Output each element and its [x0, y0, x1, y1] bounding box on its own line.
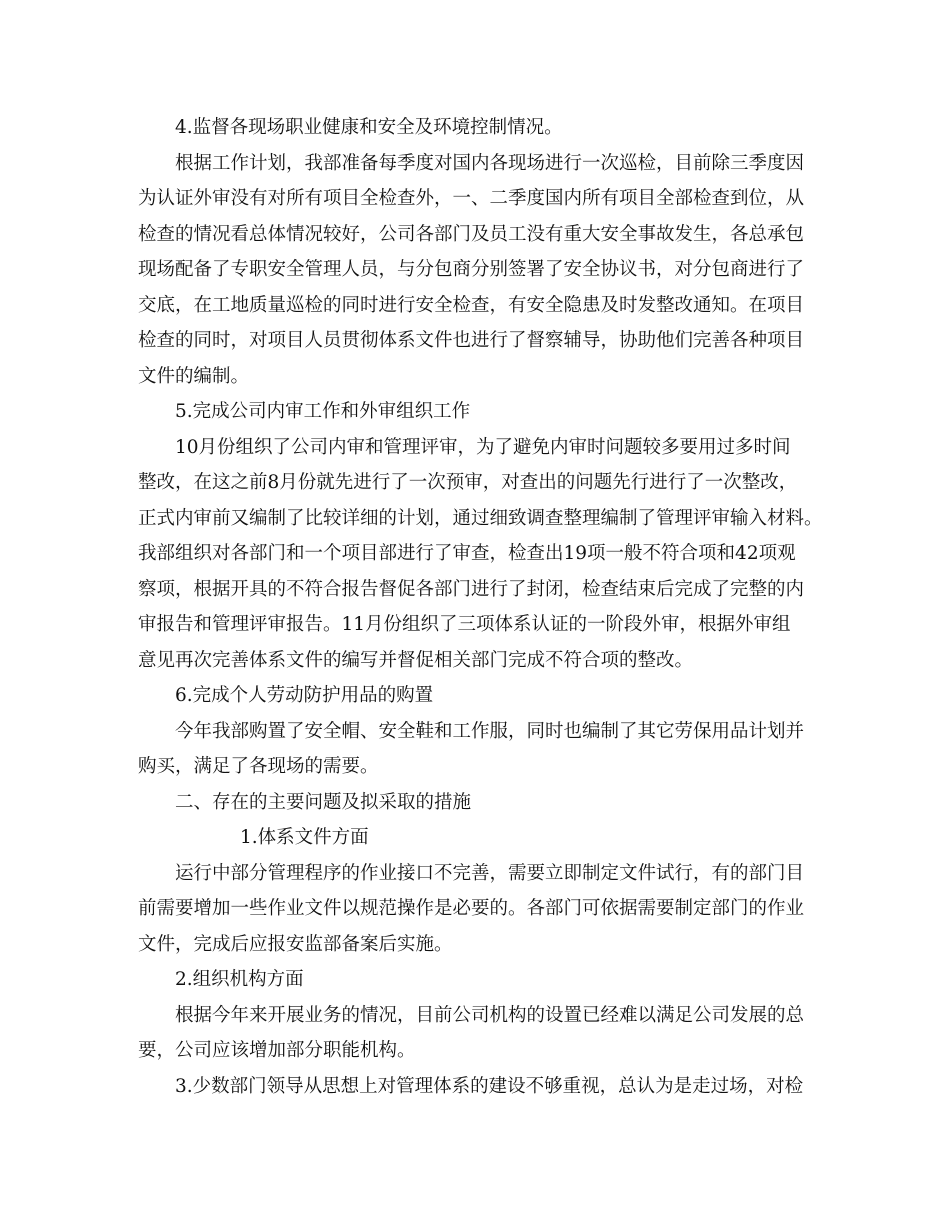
paragraph-line: 整改，在这之前8月份就先进行了一次预审，对查出的问题先行进行了一次整改，	[138, 472, 798, 493]
subheading-1: 1.体系文件方面	[240, 827, 369, 848]
paragraph-line: 文件的编制。	[138, 366, 250, 387]
paragraph-line: 要，公司应该增加部分职能机构。	[138, 1040, 416, 1061]
paragraph-line: 文件，完成后应报安监部备案后实施。	[138, 934, 453, 955]
paragraph-line: 今年我部购置了安全帽、安全鞋和工作服，同时也编制了其它劳保用品计划并	[175, 721, 805, 742]
paragraph-line: 检查的情况看总体情况较好，公司各部门及员工没有重大安全事故发生，各总承包	[138, 224, 805, 245]
paragraph-line: 购买，满足了各现场的需要。	[138, 756, 379, 777]
paragraph-line: 10月份组织了公司内审和管理评审，为了避免内审时问题较多要用过多时间	[175, 437, 791, 458]
paragraph-line: 前需要增加一些作业文件以规范操作是必要的。各部门可依据需要制定部门的作业	[138, 898, 805, 919]
heading-4: 4.监督各现场职业健康和安全及环境控制情况。	[175, 117, 563, 138]
section-heading: 二、存在的主要问题及拟采取的措施	[175, 792, 472, 813]
paragraph-line: 为认证外审没有对所有项目全检查外，一、二季度国内所有项目全部检查到位，从	[138, 188, 805, 209]
paragraph-line: 正式内审前又编制了比较详细的计划，通过细致调查整理编制了管理评审输入材料。	[138, 508, 823, 529]
paragraph-line: 审报告和管理评审报告。11月份组织了三项体系认证的一阶段外审，根据外审组	[138, 614, 791, 635]
paragraph-line: 检查的同时，对项目人员贯彻体系文件也进行了督察辅导，协助他们完善各种项目	[138, 330, 805, 351]
heading-6: 6.完成个人劳动防护用品的购置	[175, 685, 434, 706]
paragraph-line: 现场配备了专职安全管理人员，与分包商分别签署了安全协议书，对分包商进行了	[138, 259, 805, 280]
paragraph-line: 运行中部分管理程序的作业接口不完善，需要立即制定文件试行，有的部门目	[175, 863, 805, 884]
paragraph-line: 意见再次完善体系文件的编写并督促相关部门完成不符合项的整改。	[138, 650, 694, 671]
paragraph-line: 我部组织对各部门和一个项目部进行了审查，检查出19项一般不符合项和42项观	[138, 543, 796, 564]
heading-5: 5.完成公司内审工作和外审组织工作	[175, 401, 471, 422]
subheading-2: 2.组织机构方面	[175, 969, 304, 990]
paragraph-line: 根据今年来开展业务的情况，目前公司机构的设置已经难以满足公司发展的总	[175, 1005, 805, 1026]
paragraph-line: 根据工作计划，我部准备每季度对国内各现场进行一次巡检，目前除三季度因	[175, 153, 805, 174]
paragraph-line: 3.少数部门领导从思想上对管理体系的建设不够重视，总认为是走过场，对检	[175, 1076, 804, 1097]
paragraph-line: 察项，根据开具的不符合报告督促各部门进行了封闭，检查结束后完成了完整的内	[138, 579, 805, 600]
paragraph-line: 交底，在工地质量巡检的同时进行安全检查，有安全隐患及时发整改通知。在项目	[138, 295, 805, 316]
